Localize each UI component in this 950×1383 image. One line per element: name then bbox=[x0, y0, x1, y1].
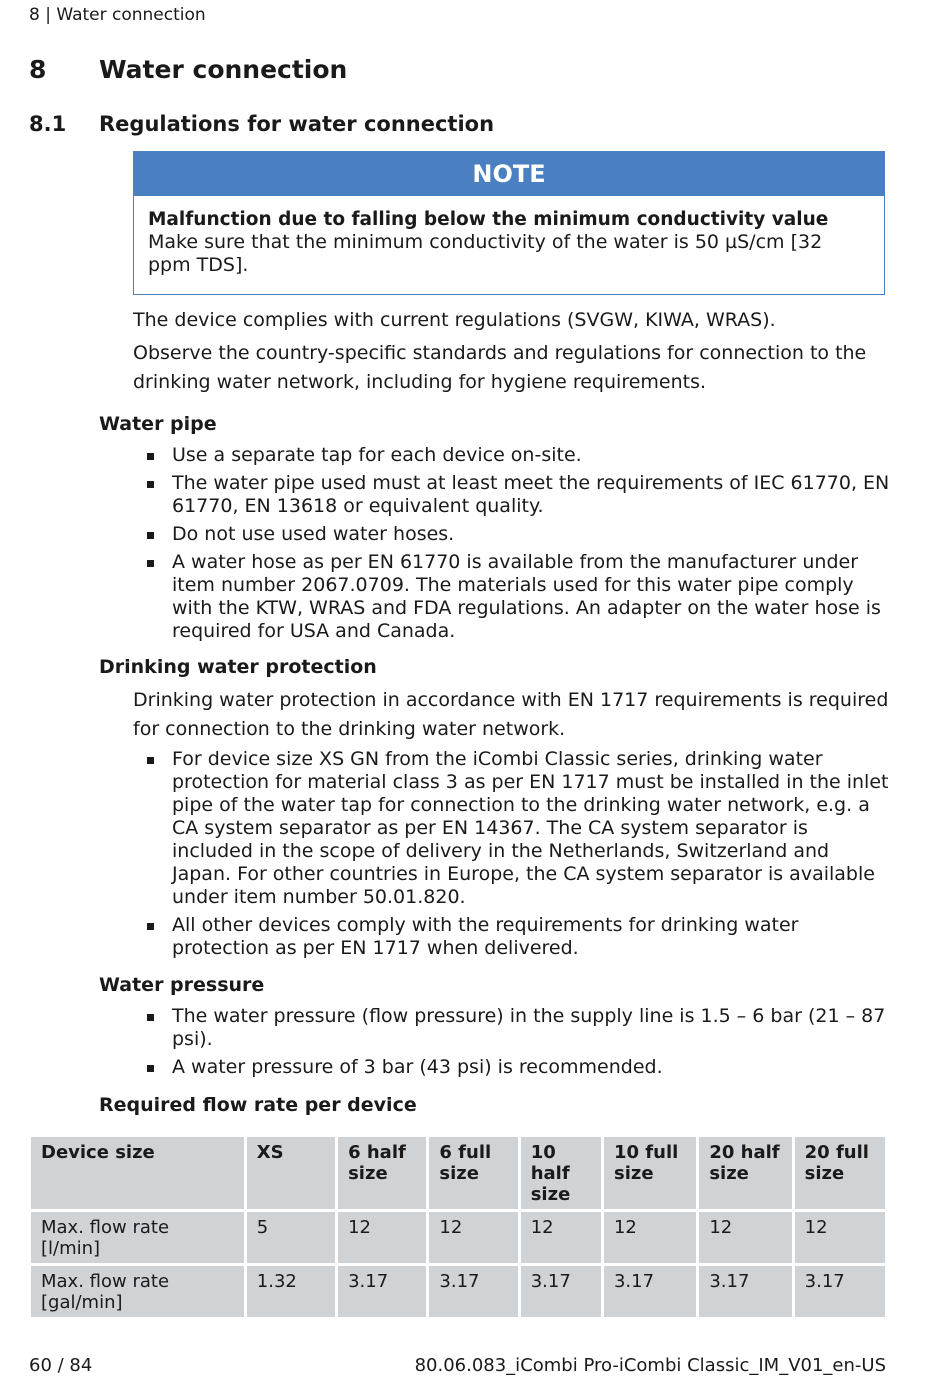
table-cell: 3.17 bbox=[521, 1266, 601, 1317]
table-cell: 12 bbox=[795, 1212, 885, 1263]
table-cell: 12 bbox=[338, 1212, 426, 1263]
table-header-cell: 6 half size bbox=[338, 1137, 426, 1209]
table-header-cell: Device size bbox=[31, 1137, 244, 1209]
table-row bbox=[31, 1266, 885, 1317]
flow-table-heading: Required flow rate per device bbox=[99, 1094, 417, 1116]
table-row bbox=[31, 1212, 885, 1263]
table-cell: 3.17 bbox=[429, 1266, 517, 1317]
table-cell: 3.17 bbox=[795, 1266, 885, 1317]
table-header-row bbox=[31, 1137, 885, 1209]
table-header-cell: 20 full size bbox=[795, 1137, 885, 1209]
table-header-cell: 10 full size bbox=[604, 1137, 696, 1209]
intro-paragraph-1: The device complies with current regulations (SVGW, KIWA, WRAS). bbox=[133, 309, 776, 331]
list-item: The water pipe used must at least meet the requirements of IEC 61770, EN 61770, EN 13618 or equivalent quality. bbox=[133, 472, 893, 518]
document-id: 80.06.083_iCombi Pro-iCombi Classic_IM_V01_en-US bbox=[414, 1355, 886, 1376]
list-item: A water hose as per EN 61770 is available from the manufacturer under item number 2067.0709. The materials used for this water pipe comply with the KTW, WRAS and FDA regulations. An adapter on the water hose is required for USA and Canada. bbox=[133, 551, 893, 643]
chapter-number: 8 bbox=[29, 55, 47, 84]
table-cell: 12 bbox=[521, 1212, 601, 1263]
running-head: 8 | Water connection bbox=[29, 5, 206, 25]
table-cell: 3.17 bbox=[338, 1266, 426, 1317]
page-number: 60 / 84 bbox=[29, 1355, 93, 1376]
table-cell: 1.32 bbox=[247, 1266, 335, 1317]
table-cell: Max. flow rate [gal/min] bbox=[31, 1266, 244, 1317]
table-header-cell: 6 full size bbox=[429, 1137, 517, 1209]
list-item: For device size XS GN from the iCombi Classic series, drinking water protection for material class 3 as per EN 1717 must be installed in the inlet pipe of the water tap for connection to the drinking water network, e.g. a CA system separator as per EN 14367. The CA system separator is included in the scope of delivery in the Netherlands, Switzerland and Japan. For other countries in Europe, the CA system separator is available under item number 50.01.820. bbox=[133, 748, 893, 909]
table-cell: 12 bbox=[429, 1212, 517, 1263]
note-heading: Malfunction due to falling below the minimum conductivity value bbox=[148, 209, 829, 230]
water-pipe-list bbox=[133, 444, 893, 648]
chapter-title: Water connection bbox=[99, 55, 348, 84]
water-pressure-list bbox=[133, 1005, 893, 1084]
table-cell: 3.17 bbox=[699, 1266, 791, 1317]
list-item: Use a separate tap for each device on-site. bbox=[133, 444, 893, 467]
intro-paragraph-2: Observe the country-specific standards and regulations for connection to the drinking water network, including for hygiene requirements. bbox=[133, 342, 867, 393]
drinking-water-heading: Drinking water protection bbox=[99, 656, 377, 678]
table-cell: 3.17 bbox=[604, 1266, 696, 1317]
list-item: A water pressure of 3 bar (43 psi) is recommended. bbox=[133, 1056, 893, 1079]
list-item: All other devices comply with the requirements for drinking water protection as per EN 1717 when delivered. bbox=[133, 914, 893, 960]
table-cell: 12 bbox=[604, 1212, 696, 1263]
section-number: 8.1 bbox=[29, 112, 67, 136]
drinking-water-list bbox=[133, 748, 893, 965]
note-box bbox=[133, 151, 885, 295]
table-header-cell: 10 half size bbox=[521, 1137, 601, 1209]
note-body bbox=[134, 196, 884, 277]
section-title: Regulations for water connection bbox=[99, 112, 495, 136]
water-pipe-heading: Water pipe bbox=[99, 413, 217, 435]
table-header-cell: 20 half size bbox=[699, 1137, 791, 1209]
table-cell: 12 bbox=[699, 1212, 791, 1263]
list-item: Do not use used water hoses. bbox=[133, 523, 893, 546]
table-cell: Max. flow rate [l/min] bbox=[31, 1212, 244, 1263]
table-header-cell: XS bbox=[247, 1137, 335, 1209]
drinking-water-intro: Drinking water protection in accordance with EN 1717 requirements is required for connection to the drinking water network. bbox=[133, 689, 889, 740]
table-cell: 5 bbox=[247, 1212, 335, 1263]
note-label: NOTE bbox=[134, 152, 884, 196]
flow-rate-table bbox=[28, 1134, 888, 1320]
list-item: The water pressure (flow pressure) in the supply line is 1.5 – 6 bar (21 – 87 psi). bbox=[133, 1005, 893, 1051]
water-pressure-heading: Water pressure bbox=[99, 974, 265, 996]
note-text: Make sure that the minimum conductivity of the water is 50 µS/cm [32 ppm TDS]. bbox=[148, 231, 823, 276]
